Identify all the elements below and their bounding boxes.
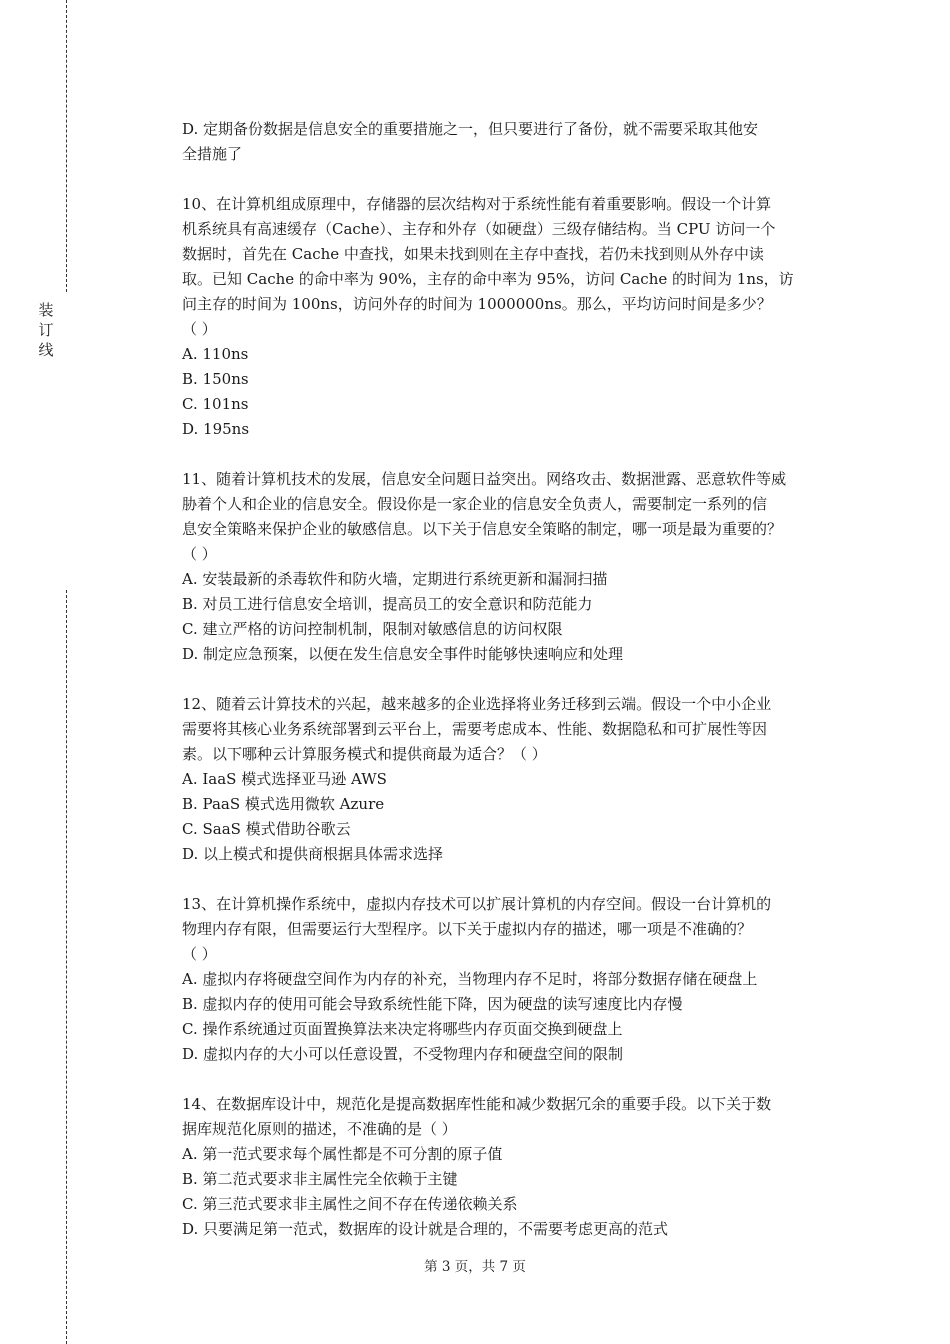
text-line: 需要将其核心业务系统部署到云平台上，需要考虑成本、性能、数据隐私和可扩展性等因 <box>182 720 768 738</box>
text-line: 取。已知 Cache 的命中率为 90%，主存的命中率为 95%，访问 Cache 的时间为 1ns，访 <box>182 270 794 288</box>
question-spacer <box>182 867 846 892</box>
text-line: 12、随着云计算技术的兴起，越来越多的企业选择将业务迁移到云端。假设一个中小企业 <box>182 695 772 713</box>
text-line: （ ） <box>182 945 217 963</box>
text-line: 13、在计算机操作系统中，虚拟内存技术可以扩展计算机的内存空间。假设一台计算机的 <box>182 895 772 913</box>
text-line: 11、随着计算机技术的发展，信息安全问题日益突出。网络攻击、数据泄露、恶意软件等威 <box>182 470 787 488</box>
question-q9-tail <box>182 117 846 167</box>
question-spacer <box>182 442 846 467</box>
document-body <box>182 117 846 1242</box>
text-line: A. 安装最新的杀毒软件和防火墙，定期进行系统更新和漏洞扫描 <box>182 570 608 588</box>
text-line: 10、在计算机组成原理中，存储器的层次结构对于系统性能有着重要影响。假设一个计算 <box>182 195 772 213</box>
text-line: 物理内存有限，但需要运行大型程序。以下关于虚拟内存的描述，哪一项是不准确的？ <box>182 920 753 938</box>
text-line: B. 第二范式要求非主属性完全依赖于主键 <box>182 1170 458 1188</box>
text-line: A. 110ns <box>182 345 249 363</box>
text-line: A. 虚拟内存将硬盘空间作为内存的补充，当物理内存不足时，将部分数据存储在硬盘上 <box>182 970 758 988</box>
text-line: 胁着个人和企业的信息安全。假设你是一家企业的信息安全负责人，需要制定一系列的信 <box>182 495 768 513</box>
text-line: C. 操作系统通过页面置换算法来决定将哪些内存页面交换到硬盘上 <box>182 1020 623 1038</box>
text-line: A. 第一范式要求每个属性都是不可分割的原子值 <box>182 1145 503 1163</box>
text-line: C. 101ns <box>182 395 249 413</box>
text-line: 素。以下哪种云计算服务模式和提供商最为适合？（ ） <box>182 745 547 763</box>
text-line: C. 第三范式要求非主属性之间不存在传递依赖关系 <box>182 1195 518 1213</box>
text-line: D. 虚拟内存的大小可以任意设置，不受物理内存和硬盘空间的限制 <box>182 1045 624 1063</box>
binding-line-top <box>66 0 67 292</box>
page-footer: 第 3 页，共 7 页 <box>424 1259 526 1275</box>
question-spacer <box>182 1067 846 1092</box>
question-q10 <box>182 192 846 442</box>
text-line: B. 虚拟内存的使用可能会导致系统性能下降，因为硬盘的读写速度比内存慢 <box>182 995 683 1013</box>
question-q11 <box>182 467 846 667</box>
text-line: D. 以上模式和提供商根据具体需求选择 <box>182 845 444 863</box>
text-line: D. 定期备份数据是信息安全的重要措施之一，但只要进行了备份，就不需要采取其他安 <box>182 120 759 138</box>
text-line: 据库规范化原则的描述，不准确的是（ ） <box>182 1120 457 1138</box>
question-q12 <box>182 692 846 867</box>
text-line: C. SaaS 模式借助谷歌云 <box>182 820 351 838</box>
binding-label <box>36 300 56 360</box>
text-line: 14、在数据库设计中，规范化是提高数据库性能和减少数据冗余的重要手段。以下关于数 <box>182 1095 772 1113</box>
binding-line-bottom <box>66 590 67 1344</box>
text-line: D. 195ns <box>182 420 250 438</box>
text-line: 机系统具有高速缓存（Cache）、主存和外存（如硬盘）三级存储结构。当 CPU 访问一个 <box>182 220 776 238</box>
text-line: 全措施了 <box>182 145 243 163</box>
text-line: B. 对员工进行信息安全培训，提高员工的安全意识和防范能力 <box>182 595 593 613</box>
text-line: 息安全策略来保护企业的敏感信息。以下关于信息安全策略的制定，哪一项是最为重要的？ <box>182 520 783 538</box>
text-line: A. IaaS 模式选择亚马逊 AWS <box>182 770 387 788</box>
question-spacer <box>182 167 846 192</box>
text-line: （ ） <box>182 545 217 563</box>
question-q13 <box>182 892 846 1067</box>
text-line: 数据时，首先在 Cache 中查找，如果未找到则在主存中查找，若仍未找到则从外存中读 <box>182 245 764 263</box>
text-line: B. 150ns <box>182 370 249 388</box>
question-q14 <box>182 1092 846 1242</box>
binding-char: 线 <box>38 341 54 359</box>
binding-char: 订 <box>38 321 54 339</box>
text-line: B. PaaS 模式选用微软 Azure <box>182 795 385 813</box>
binding-char: 装 <box>38 301 54 319</box>
text-line: （ ） <box>182 320 217 338</box>
question-spacer <box>182 667 846 692</box>
text-line: D. 只要满足第一范式，数据库的设计就是合理的，不需要考虑更高的范式 <box>182 1220 669 1238</box>
text-line: D. 制定应急预案，以便在发生信息安全事件时能够快速响应和处理 <box>182 645 624 663</box>
text-line: C. 建立严格的访问控制机制，限制对敏感信息的访问权限 <box>182 620 563 638</box>
text-line: 问主存的时间为 100ns，访问外存的时间为 1000000ns。那么，平均访问时间是多少？ <box>182 295 772 313</box>
